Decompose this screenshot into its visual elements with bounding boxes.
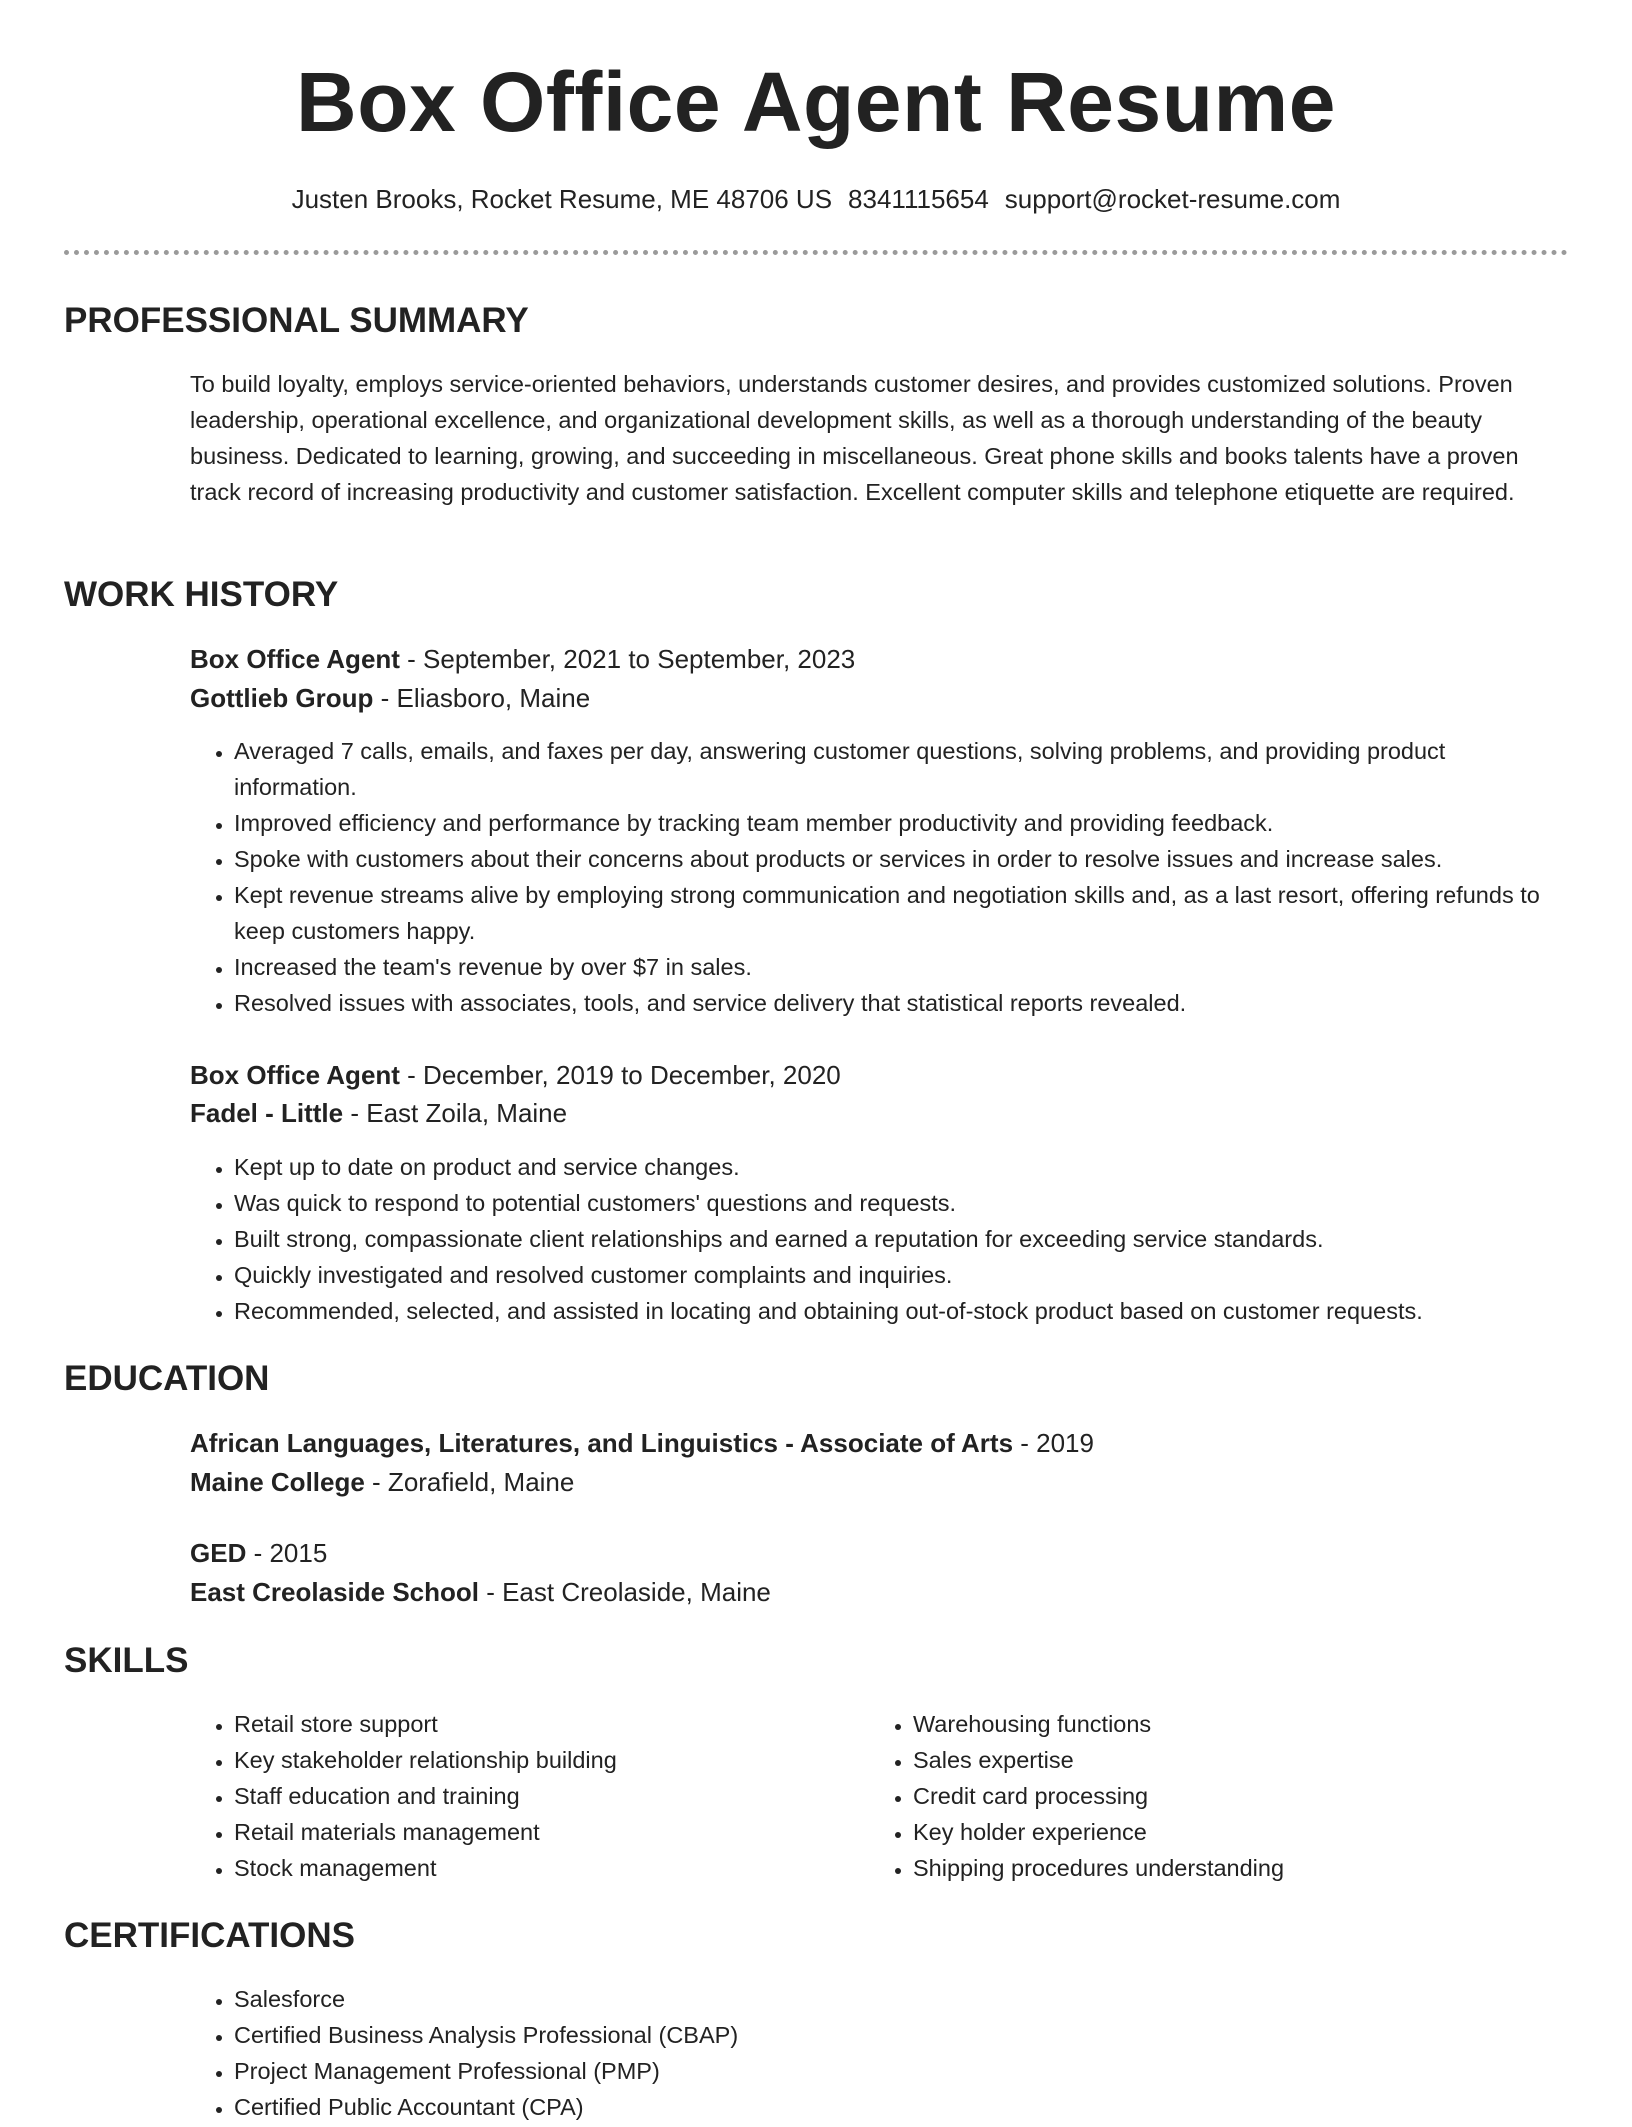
job-duties-list [190, 1149, 1570, 1329]
job-company: Fadel - Little [190, 1098, 344, 1128]
contact-address: Justen Brooks, Rocket Resume, ME 48706 US [291, 184, 833, 214]
list-item: • Staff education and training [234, 1778, 850, 1814]
education-school: East Creolaside School [190, 1577, 479, 1607]
job-title: Box Office Agent [190, 1060, 400, 1090]
summary-heading: PROFESSIONAL SUMMARY [64, 301, 529, 340]
job-title: Box Office Agent [190, 644, 400, 674]
skills-list-left [190, 1706, 850, 1886]
header-divider [64, 250, 1568, 255]
contact-email: support@rocket-resume.com [1004, 184, 1341, 214]
job-dates: - September, 2021 to September, 2023 [399, 644, 856, 674]
summary-text: To build loyalty, employs service-oriented behaviors, understands customer desires, and provides customized solutions. Proven leadership, operational excellence, and organizational development skills, as well as a thorough understanding of the beauty business. Dedicated to learning, growing, and succeeding in miscellaneous. Great phone skills and books talents have a proven track record of increasing productivity and customer satisfaction. Excellent computer skills and telephone etiquette are required. [190, 371, 1519, 505]
list-item: • Improved efficiency and performance by tracking team member productivity and providing feedback. [234, 805, 1570, 841]
list-item: • Kept up to date on product and service changes. [234, 1149, 1570, 1185]
list-item: • Project Management Professional (PMP) [234, 2053, 1570, 2089]
work-history-heading: WORK HISTORY [64, 575, 339, 614]
job-company-line [190, 1095, 567, 1131]
list-item: • Key stakeholder relationship building [234, 1742, 850, 1778]
education-degree-line [190, 1425, 1094, 1461]
education-year: - 2015 [246, 1538, 328, 1568]
list-item: • Kept revenue streams alive by employing strong communication and negotiation skills and, as a last resort, offering refunds to keep customers happy. [234, 877, 1570, 949]
list-item: • Stock management [234, 1850, 850, 1886]
skills-heading: SKILLS [64, 1641, 189, 1680]
list-item: • Built strong, compassionate client relationships and earned a reputation for exceeding service standards. [234, 1221, 1570, 1257]
list-item: • Sales expertise [913, 1742, 1529, 1778]
education-school-line [190, 1464, 574, 1500]
job-company-line [190, 680, 590, 716]
job-title-line [190, 1057, 841, 1093]
list-item: • Resolved issues with associates, tools, and service delivery that statistical reports revealed. [234, 985, 1570, 1021]
list-item: • Certified Public Accountant (CPA) [234, 2089, 1570, 2125]
skills-list-right [869, 1706, 1529, 1886]
list-item: • Retail store support [234, 1706, 850, 1742]
education-location: - Zorafield, Maine [364, 1467, 575, 1497]
education-heading: EDUCATION [64, 1359, 270, 1398]
job-company: Gottlieb Group [190, 683, 374, 713]
job-title-line [190, 641, 855, 677]
list-item: • Retail materials management [234, 1814, 850, 1850]
education-degree-line [190, 1535, 327, 1571]
education-year: - 2019 [1013, 1428, 1094, 1458]
education-school: Maine College [190, 1467, 365, 1497]
education-degree: African Languages, Literatures, and Linguistics - Associate of Arts [190, 1428, 1014, 1458]
list-item: • Averaged 7 calls, emails, and faxes per day, answering customer questions, solving problems, and providing product information. [234, 733, 1570, 805]
list-item: • Recommended, selected, and assisted in locating and obtaining out-of-stock product based on customer requests. [234, 1293, 1570, 1329]
contact-phone: 8341115654 [848, 184, 989, 214]
job-duties-list [190, 733, 1570, 1021]
list-item: • Key holder experience [913, 1814, 1529, 1850]
list-item: • Spoke with customers about their concerns about products or services in order to resolve issues and increase sales. [234, 841, 1570, 877]
list-item: • Quickly investigated and resolved customer complaints and inquiries. [234, 1257, 1570, 1293]
list-item: • Shipping procedures understanding [913, 1850, 1529, 1886]
certifications-list [190, 1981, 1570, 2125]
resume-title: Box Office Agent Resume [296, 55, 1336, 149]
list-item: • Credit card processing [913, 1778, 1529, 1814]
certifications-heading: CERTIFICATIONS [64, 1916, 356, 1955]
list-item: • Increased the team's revenue by over $7 in sales. [234, 949, 1570, 985]
education-school-line [190, 1574, 771, 1610]
list-item: • Warehousing functions [913, 1706, 1529, 1742]
education-location: - East Creolaside, Maine [478, 1577, 771, 1607]
list-item: • Certified Business Analysis Professional (CBAP) [234, 2017, 1570, 2053]
job-location: - East Zoila, Maine [343, 1098, 568, 1128]
list-item: • Salesforce [234, 1981, 1570, 2017]
list-item: • Was quick to respond to potential customers' questions and requests. [234, 1185, 1570, 1221]
job-location: - Eliasboro, Maine [373, 683, 591, 713]
education-degree: GED [190, 1538, 247, 1568]
contact-line [0, 182, 1632, 216]
job-dates: - December, 2019 to December, 2020 [399, 1060, 841, 1090]
